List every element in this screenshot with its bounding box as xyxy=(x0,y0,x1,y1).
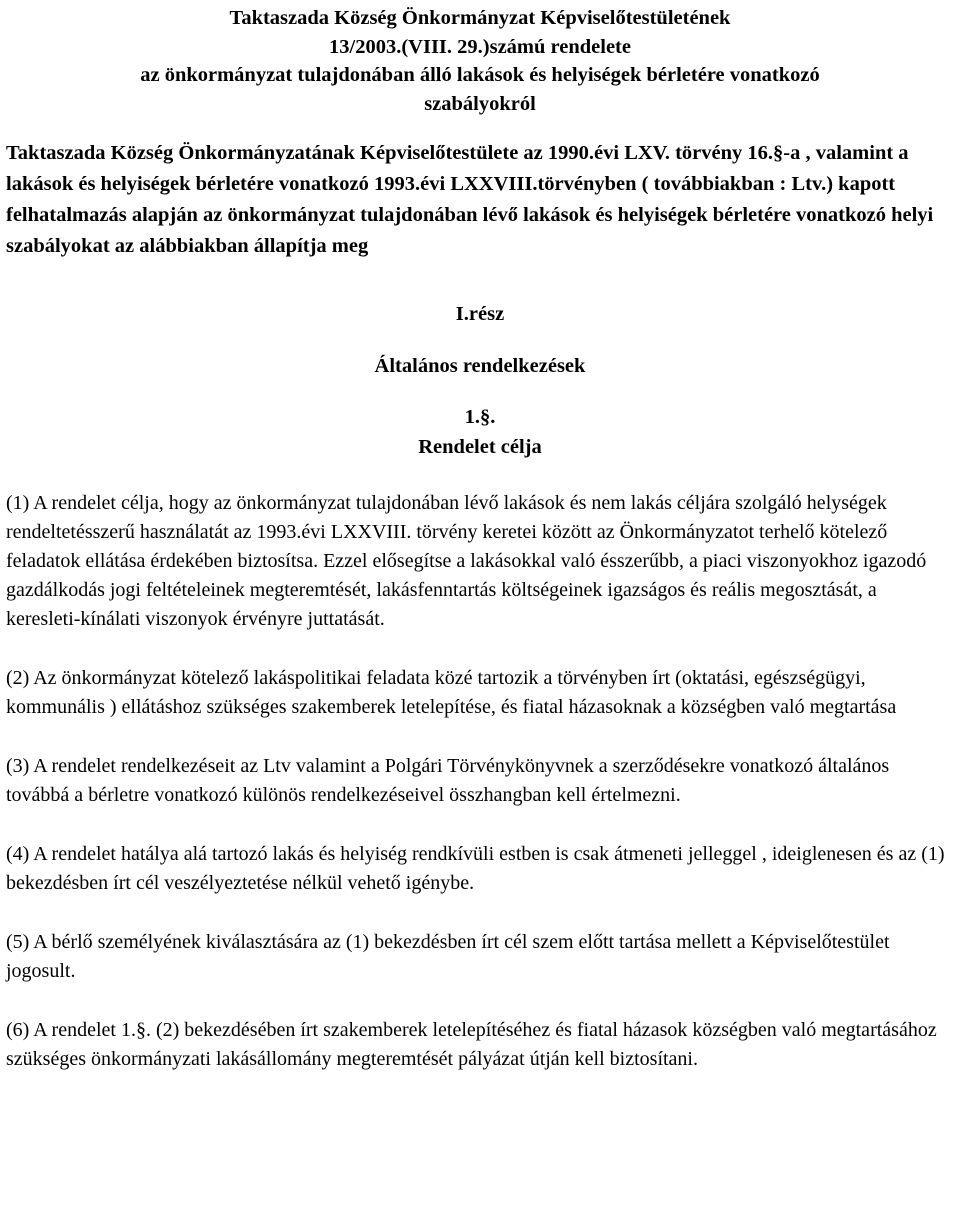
header-issuer: Taktaszada Község Önkormányzat Képviselőtestületének xyxy=(229,7,731,29)
section-title: Rendelet célja xyxy=(418,436,542,458)
section-number: 1.§. xyxy=(464,406,496,428)
paragraph-6: (6) A rendelet 1.§. (2) bekezdésében írt szakemberek letelepítéséhez és fiatal házasok községben való megtartásához szükséges önkormányzati lakásállomány megteremtését pályázat útján kell biztosítani. xyxy=(6,1019,937,1070)
preamble: Taktaszada Község Önkormányzatának Képviselőtestülete az 1990.évi LXV. törvény 16.§-a , valamint a lakások és helyiségek bérletére vonatkozó 1993.évi LXXVIII.törvényben ( továbbiakban : Ltv.) kapott felhatalmazás alapján az önkormányzat tulajdonában lévő lakások és helyiségek bérletére vonatkozó helyi szabályokat az alábbiakban állapítja meg xyxy=(6,142,934,257)
header-decree-number: 13/2003.(VIII. 29.)számú rendelete xyxy=(329,35,631,58)
paragraph-4: (4) A rendelet hatálya alá tartozó lakás és helyiség rendkívüli estben is csak átmeneti jelleggel , ideiglenesen és az (1) bekezdésben írt cél veszélyeztetése nélkül vehető igénybe. xyxy=(6,843,945,894)
paragraph-2: (2) Az önkormányzat kötelező lakáspolitikai feladata közé tartozik a törvényben írt (oktatási, egészségügyi, kommunális ) ellátáshoz szükséges szakemberek letelepítése, és fiatal házasoknak a községben való megtartása xyxy=(6,667,897,718)
paragraph-3: (3) A rendelet rendelkezéseit az Ltv valamint a Polgári Törvénykönyvnek a szerződésekre vonatkozó általános továbbá a bérletre vonatkozó különös rendelkezéseivel összhangban kell értelmezni. xyxy=(6,755,890,806)
document-page xyxy=(6,4,954,1074)
paragraph-5: (5) A bérlő személyének kiválasztására az (1) bekezdésben írt cél szem előtt tartása mellett a Képviselőtestület jogosult. xyxy=(6,931,890,982)
document-header xyxy=(6,4,954,118)
header-subject: az önkormányzat tulajdonában álló lakások és helyiségek bérletére vonatkozó xyxy=(140,64,820,86)
part-title: Általános rendelkezések xyxy=(374,355,586,377)
header-subject-end: szabályokról xyxy=(424,92,536,115)
paragraph-1: (1) A rendelet célja, hogy az önkormányzat tulajdonában lévő lakások és nem lakás céljára szolgáló helységek rendeltetésszerű használatát az 1993.évi LXXVIII. törvény keretei között az Önkormányzatot terhelő kötelező feladatok ellátása érdekében biztosítsa. Ezzel elősegítse a lakásokkal való ésszerűbb, a piaci viszonyokhoz igazodó gazdálkodás jogi feltételeinek megteremtését, lakásfenntartás költségeinek igazságos és reális megosztását, a keresleti-kínálati viszonyok érvényre juttatását. xyxy=(6,492,927,630)
part-number: I.rész xyxy=(455,303,505,325)
